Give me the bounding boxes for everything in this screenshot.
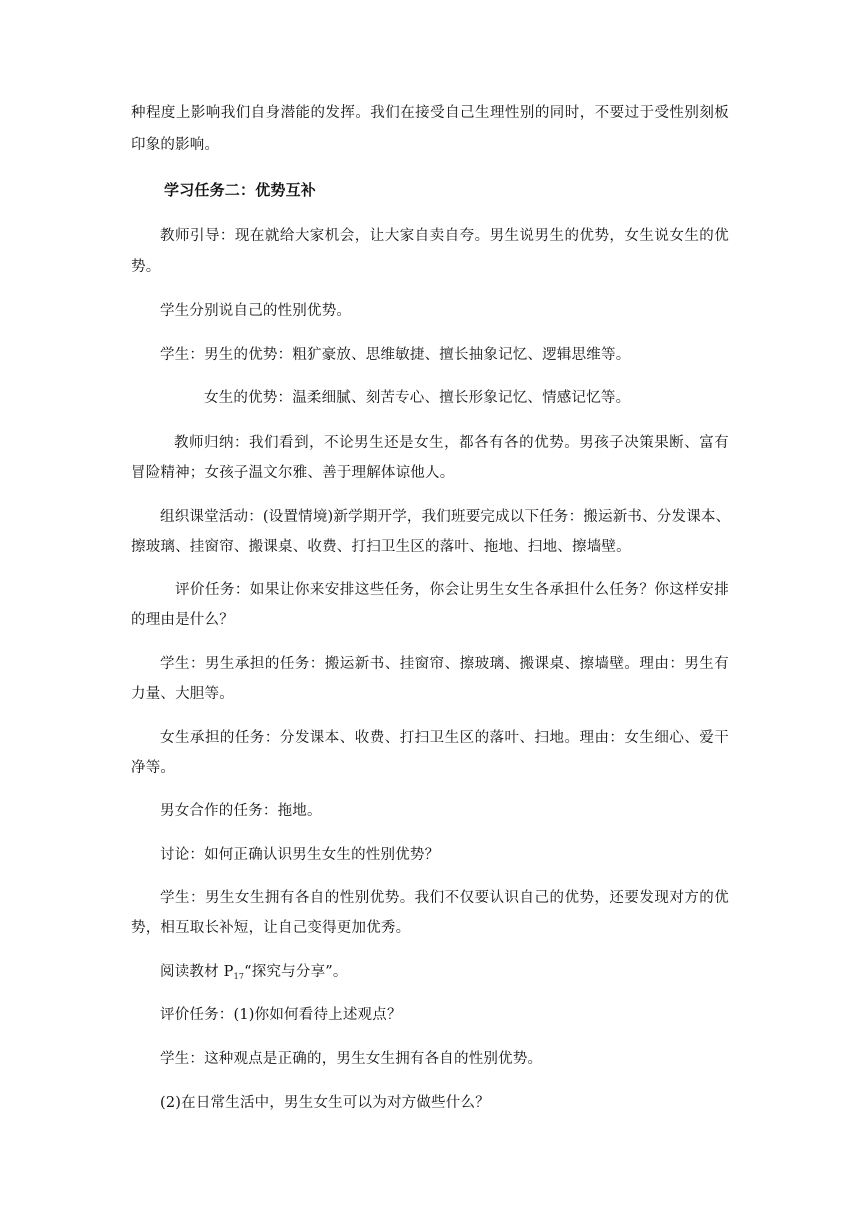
- paragraph-line: 评价任务：(1)你如何看待上述观点？: [160, 1007, 402, 1023]
- paragraph-line: 力量、大胆等。: [131, 686, 234, 702]
- paragraph-line: 学生：男生的优势：粗犷豪放、思维敏捷、擅长抽象记忆、逻辑思维等。: [160, 347, 631, 363]
- paragraph-line: 势。: [131, 259, 161, 275]
- paragraph-line: 学生：男生承担的任务：搬运新书、挂窗帘、擦玻璃、搬课桌、擦墙壁。理由：男生有: [160, 656, 729, 672]
- paragraph-line: (2)在日常生活中，男生女生可以为对方做些什么？: [160, 1095, 490, 1111]
- paragraph-line: 势，相互取长补短，让自己变得更加优秀。: [131, 920, 411, 936]
- page-subscript: 17: [233, 972, 245, 981]
- paragraph-line: 学生：男生女生拥有各自的性别优势。我们不仅要认识自己的优势，还要发现对方的优: [160, 890, 729, 906]
- paragraph-line: 组织课堂活动：(设置情境)新学期开学，我们班要完成以下任务：搬运新书、分发课本、: [160, 509, 731, 525]
- paragraph-line: 评价任务：如果让你来安排这些任务，你会让男生女生各承担什么任务？你这样安排: [175, 582, 729, 598]
- paragraph-line: 净等。: [131, 760, 176, 776]
- paragraph-line: 冒险精神；女孩子温文尔雅、善于理解体谅他人。: [131, 465, 455, 481]
- section-heading: 学习任务二：优势互补: [164, 181, 317, 199]
- paragraph-line: 女生的优势：温柔细腻、刻苦专心、擅长形象记忆、情感记忆等。: [204, 390, 631, 406]
- paragraph-line: 学生：这种观点是正确的，男生女生拥有各自的性别优势。: [160, 1051, 543, 1067]
- paragraph-line: 印象的影响。: [131, 137, 220, 153]
- reading-suffix: “探究与分享”。: [244, 964, 348, 980]
- paragraph-line: [160, 962, 348, 987]
- paragraph-line: 擦玻璃、挂窗帘、搬课桌、收费、打扫卫生区的落叶、拖地、扫地、擦墙壁。: [131, 539, 631, 555]
- paragraph-line: 教师归纳：我们看到，不论男生还是女生，都各有各的优势。男孩子决策果断、富有: [174, 435, 729, 451]
- paragraph-line: 女生承担的任务：分发课本、收费、打扫卫生区的落叶、扫地。理由：女生细心、爱干: [160, 730, 729, 746]
- paragraph-line: 的理由是什么？: [131, 612, 234, 628]
- paragraph-line: 男女合作的任务：拖地。: [160, 803, 322, 819]
- paragraph-line: 学生分别说自己的性别优势。: [160, 303, 352, 319]
- paragraph-line: 讨论：如何正确认识男生女生的性别优势？: [160, 847, 440, 863]
- reading-prefix: 阅读教材 P: [160, 964, 234, 980]
- paragraph-line: 教师引导：现在就给大家机会，让大家自卖自夸。男生说男生的优势，女生说女生的优: [160, 228, 729, 244]
- paragraph-line: 种程度上影响我们自身潜能的发挥。我们在接受自己生理性别的同时，不要过于受性别刻板: [131, 105, 729, 121]
